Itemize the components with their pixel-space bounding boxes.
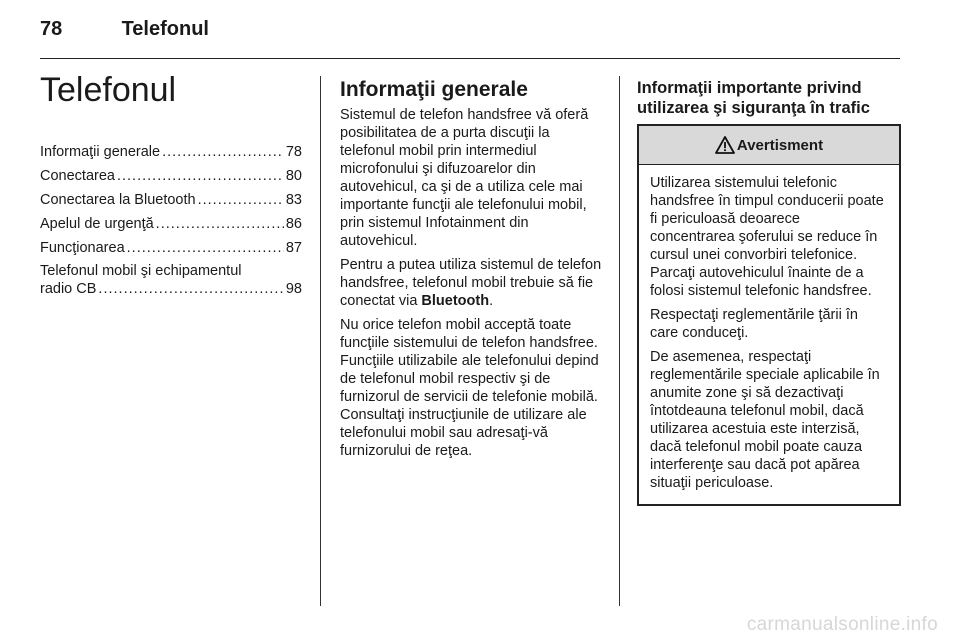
column-divider [320, 76, 321, 606]
general-info-heading: Informaţii generale [340, 78, 528, 101]
running-section-title: Telefonul [121, 18, 209, 40]
warning-paragraph: De asemenea, respectaţi reglementările speciale aplicabile în anumite zone şi să dezactivaţi întotdeauna telefonul mobil, dacă utilizarea acestuia este interzisă, dacă telefonul mobil poate cauza interferenţe sau dacă pot apărea situaţii periculoase. [650, 349, 880, 491]
toc-entry-label: Informaţii generale [40, 144, 161, 160]
warning-triangle-icon [715, 135, 735, 155]
general-paragraph: Nu orice telefon mobil acceptă toate funcţiile sistemului de telefon handsfree. Funcţiile utilizabile ale telefonului depind de telefonul mobil respectiv şi de furnizorul de servicii de telefonie mobilă. Consultaţi instrucţiunile de utilizare ale telefonului mobil sau adresaţi-vă furnizorului de reţea. [340, 317, 599, 459]
warning-header [639, 126, 899, 165]
toc-leader-dots [198, 190, 284, 210]
toc-entry-page: 87 [285, 240, 302, 256]
warning-body [639, 165, 899, 504]
chapter-title: Telefonul [40, 71, 177, 109]
table-of-contents [40, 142, 302, 298]
bluetooth-term: Bluetooth [421, 293, 490, 309]
page-header [40, 18, 209, 41]
warning-box [637, 124, 901, 506]
toc-entry-page: 86 [285, 216, 302, 232]
warning-title: Avertisment [736, 136, 824, 154]
toc-entry[interactable] [40, 190, 302, 210]
paragraph-text: Pentru a putea utiliza sistemul de telefon handsfree, telefonul mobil trebuie să fie conectat via [340, 257, 602, 309]
toc-entry-page: 80 [285, 168, 302, 184]
toc-entry-line [40, 280, 302, 298]
general-paragraph [340, 256, 604, 310]
header-rule [40, 58, 900, 59]
warning-paragraph: Respectaţi reglementările ţării în care conduceţi. [650, 307, 858, 341]
paragraph-text: . [489, 293, 494, 309]
toc-entry-label: Apelul de urgenţă [40, 216, 154, 232]
toc-entry-page: 83 [285, 192, 302, 208]
warning-paragraph: Utilizarea sistemului telefonic handsfree în timpul conducerii poate fi periculoasă deoarece concentrarea şoferului se reduce în cursul unei convorbiri telefonice. Parcaţi autovehiculul înainte de a folosi sistemul telefonic handsfree. [650, 175, 884, 299]
toc-entry-label: Telefonul mobil şi echipamentul [40, 263, 242, 279]
toc-entry-label: Conectarea la Bluetooth [40, 192, 196, 208]
toc-entry[interactable] [40, 166, 302, 186]
page-number: 78 [40, 18, 63, 40]
general-paragraph: Sistemul de telefon handsfree vă oferă posibilitatea de a purta discuţii la telefonul mobil prin intermediul microfonului şi difuzoarelor din autovehicul, ca şi de a utiliza cele mai importante funcţii ale telefonului mobil, prin sistemul Infotainment din autovehicul. [340, 107, 589, 249]
toc-entry-label: radio CB [40, 281, 97, 297]
toc-leader-dots [117, 166, 284, 186]
toc-entry-page: 78 [285, 144, 302, 160]
toc-entry-label: Conectarea [40, 168, 115, 184]
safety-heading: Informaţii importante privind utilizarea şi siguranţa în trafic [637, 79, 870, 117]
watermark: carmanualsonline.info [746, 614, 938, 635]
toc-entry[interactable] [40, 238, 302, 258]
toc-entry-page: 98 [285, 281, 302, 297]
toc-entry[interactable] [40, 214, 302, 234]
toc-leader-dots [127, 238, 284, 258]
toc-leader-dots [98, 280, 283, 298]
toc-leader-dots [162, 142, 284, 162]
toc-column [40, 68, 302, 302]
column-divider [619, 76, 620, 606]
toc-entry-label: Funcţionarea [40, 240, 125, 256]
safety-section [637, 78, 901, 506]
toc-entry[interactable] [40, 142, 302, 162]
toc-entry[interactable] [40, 262, 302, 298]
toc-leader-dots [156, 214, 284, 234]
general-info-section [340, 78, 604, 466]
